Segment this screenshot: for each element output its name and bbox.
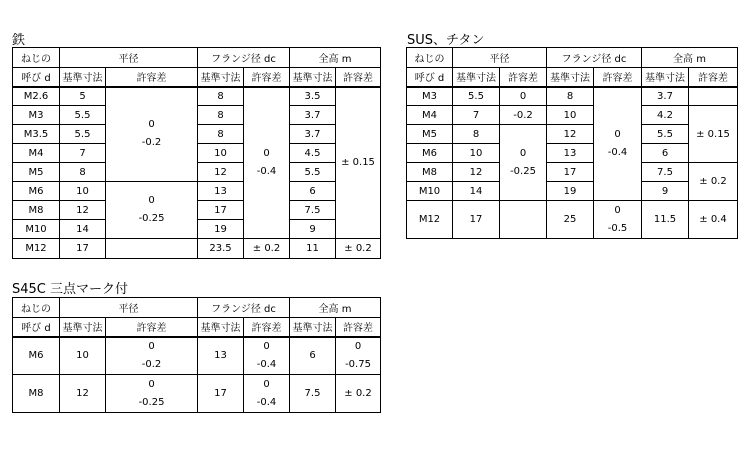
thread-subheader: 呼び d xyxy=(13,318,60,337)
flange-cell: 23.5 xyxy=(198,239,244,259)
table-row xyxy=(407,163,738,182)
height-tolerance-cell: 0 -0.75 xyxy=(336,337,381,375)
height-cell: 7.5 xyxy=(290,201,336,220)
table-row xyxy=(13,87,381,106)
height-cell: 11.5 xyxy=(642,201,689,239)
width-cell: 5 xyxy=(60,87,106,106)
width-tolerance-cell xyxy=(500,201,547,239)
height-tolerance-cell: ± 0.15 xyxy=(689,106,738,163)
size-cell: M6 xyxy=(13,182,60,201)
height-tolerance-cell: ± 0.15 xyxy=(336,87,381,239)
width-tolerance-cell: 0 -0.25 xyxy=(500,125,547,201)
table-row xyxy=(407,106,738,125)
size-cell: M10 xyxy=(13,220,60,239)
table-row xyxy=(407,182,738,201)
nominal-header: 基準寸法 xyxy=(290,318,336,337)
flange-tolerance-cell: 0 -0.5 xyxy=(594,201,642,239)
flange-cell: 17 xyxy=(198,201,244,220)
tolerance-header: 許容差 xyxy=(106,68,198,87)
sus-section-title: SUS、チタン xyxy=(407,33,485,48)
height-cell: 3.7 xyxy=(642,87,689,106)
table-row xyxy=(13,375,381,413)
flange-tolerance-cell: 0 -0.4 xyxy=(244,337,290,375)
tolerance-header: 許容差 xyxy=(594,68,642,87)
height-cell: 6 xyxy=(642,144,689,163)
flange-header: フランジ径 dc xyxy=(198,48,290,68)
height-header: 全高 m xyxy=(290,48,381,68)
width-cell: 10 xyxy=(60,182,106,201)
size-cell: M5 xyxy=(13,163,60,182)
height-tolerance-cell: ± 0.2 xyxy=(336,375,381,413)
s45c-section-title: S45C 三点マーク付 xyxy=(12,282,129,297)
flange-cell: 19 xyxy=(547,182,594,201)
flange-cell: 13 xyxy=(198,337,244,375)
size-cell: M12 xyxy=(407,201,453,239)
size-cell: M6 xyxy=(13,337,60,375)
width-cell: 12 xyxy=(60,201,106,220)
size-cell: M4 xyxy=(407,106,453,125)
table-row xyxy=(13,239,381,259)
width-cell: 7 xyxy=(453,106,500,125)
height-cell: 3.7 xyxy=(290,125,336,144)
height-tolerance-cell: ± 0.2 xyxy=(689,163,738,201)
width-cell: 5.5 xyxy=(60,125,106,144)
flange-header: フランジ径 dc xyxy=(547,48,642,68)
size-cell: M6 xyxy=(407,144,453,163)
width-tolerance-cell: 0 -0.2 xyxy=(106,87,198,182)
flange-cell: 25 xyxy=(547,201,594,239)
nominal-header: 基準寸法 xyxy=(60,68,106,87)
tolerance-header: 許容差 xyxy=(336,318,381,337)
height-cell: 4.2 xyxy=(642,106,689,125)
height-cell: 5.5 xyxy=(290,163,336,182)
width-cell: 14 xyxy=(60,220,106,239)
height-tolerance-cell: ± 0.4 xyxy=(689,201,738,239)
width-cell: 8 xyxy=(453,125,500,144)
table-row xyxy=(13,337,381,375)
flange-cell: 10 xyxy=(198,144,244,163)
size-cell: M10 xyxy=(407,182,453,201)
flange-cell: 8 xyxy=(198,106,244,125)
nominal-header: 基準寸法 xyxy=(60,318,106,337)
size-cell: M4 xyxy=(13,144,60,163)
width-cell: 12 xyxy=(453,163,500,182)
table-row xyxy=(407,201,738,239)
nominal-header: 基準寸法 xyxy=(547,68,594,87)
width-header: 平径 xyxy=(453,48,547,68)
flange-tolerance-cell: 0 -0.4 xyxy=(244,87,290,239)
height-cell: 7.5 xyxy=(290,375,336,413)
flange-cell: 13 xyxy=(547,144,594,163)
nominal-header: 基準寸法 xyxy=(290,68,336,87)
nominal-header: 基準寸法 xyxy=(198,68,244,87)
size-cell: M2.6 xyxy=(13,87,60,106)
height-cell: 9 xyxy=(642,182,689,201)
width-cell: 10 xyxy=(453,144,500,163)
table-row xyxy=(13,182,381,201)
width-cell: 10 xyxy=(60,337,106,375)
flange-cell: 17 xyxy=(198,375,244,413)
tolerance-header: 許容差 xyxy=(244,68,290,87)
thread-header: ねじの xyxy=(13,298,60,318)
height-cell: 3.7 xyxy=(290,106,336,125)
iron-spec-table xyxy=(12,47,381,259)
width-header: 平径 xyxy=(60,298,198,318)
table-row xyxy=(407,144,738,163)
nominal-header: 基準寸法 xyxy=(453,68,500,87)
thread-header: ねじの xyxy=(13,48,60,68)
flange-cell: 8 xyxy=(198,87,244,106)
width-cell: 7 xyxy=(60,144,106,163)
tolerance-header: 許容差 xyxy=(244,318,290,337)
flange-tolerance-cell: 0 -0.4 xyxy=(244,375,290,413)
width-tolerance-cell: -0.2 xyxy=(500,106,547,125)
size-cell: M8 xyxy=(407,163,453,182)
width-tolerance-cell: 0 -0.25 xyxy=(106,182,198,239)
width-cell: 12 xyxy=(60,375,106,413)
width-tolerance-cell: 0 xyxy=(500,87,547,106)
size-cell: M3 xyxy=(407,87,453,106)
flange-cell: 8 xyxy=(547,87,594,106)
flange-tolerance-cell: ± 0.2 xyxy=(244,239,290,259)
width-cell: 5.5 xyxy=(60,106,106,125)
width-cell: 17 xyxy=(453,201,500,239)
flange-cell: 12 xyxy=(547,125,594,144)
width-cell: 14 xyxy=(453,182,500,201)
size-cell: M8 xyxy=(13,375,60,413)
flange-cell: 12 xyxy=(198,163,244,182)
table-row xyxy=(407,87,738,106)
thread-header: ねじの xyxy=(407,48,453,68)
flange-cell: 19 xyxy=(198,220,244,239)
tolerance-header: 許容差 xyxy=(106,318,198,337)
nominal-header: 基準寸法 xyxy=(642,68,689,87)
nominal-header: 基準寸法 xyxy=(198,318,244,337)
s45c-spec-table xyxy=(12,297,381,413)
flange-tolerance-cell: 0 -0.4 xyxy=(594,87,642,201)
flange-header: フランジ径 dc xyxy=(198,298,290,318)
height-cell: 9 xyxy=(290,220,336,239)
height-cell: 7.5 xyxy=(642,163,689,182)
height-header: 全高 m xyxy=(290,298,381,318)
height-cell: 6 xyxy=(290,337,336,375)
tolerance-header: 許容差 xyxy=(336,68,381,87)
height-cell: 3.5 xyxy=(290,87,336,106)
height-tolerance-cell: ± 0.2 xyxy=(336,239,381,259)
width-cell: 17 xyxy=(60,239,106,259)
width-tolerance-cell xyxy=(106,239,198,259)
height-cell: 5.5 xyxy=(642,125,689,144)
height-header: 全高 m xyxy=(642,48,738,68)
flange-cell: 8 xyxy=(198,125,244,144)
table-row xyxy=(407,125,738,144)
size-cell: M3 xyxy=(13,106,60,125)
width-cell: 5.5 xyxy=(453,87,500,106)
size-cell: M8 xyxy=(13,201,60,220)
height-cell: 11 xyxy=(290,239,336,259)
height-cell: 6 xyxy=(290,182,336,201)
width-cell: 8 xyxy=(60,163,106,182)
thread-subheader: 呼び d xyxy=(13,68,60,87)
width-tolerance-cell: 0 -0.25 xyxy=(106,375,198,413)
sus-spec-table xyxy=(406,47,738,239)
tolerance-header: 許容差 xyxy=(500,68,547,87)
width-header: 平径 xyxy=(60,48,198,68)
width-tolerance-cell: 0 -0.2 xyxy=(106,337,198,375)
tolerance-header: 許容差 xyxy=(689,68,738,87)
flange-cell: 13 xyxy=(198,182,244,201)
height-tolerance-cell xyxy=(689,87,738,106)
iron-section-title: 鉄 xyxy=(12,33,26,48)
flange-cell: 17 xyxy=(547,163,594,182)
height-cell: 4.5 xyxy=(290,144,336,163)
size-cell: M5 xyxy=(407,125,453,144)
size-cell: M3.5 xyxy=(13,125,60,144)
thread-subheader: 呼び d xyxy=(407,68,453,87)
flange-cell: 10 xyxy=(547,106,594,125)
size-cell: M12 xyxy=(13,239,60,259)
